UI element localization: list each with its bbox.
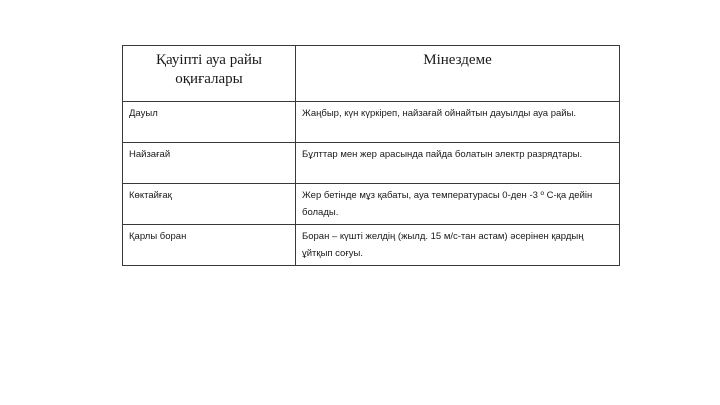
phenomenon-description: Бұлттар мен жер арасында пайда болатын электр разрядтары.: [296, 143, 620, 184]
phenomenon-name: Көктайғақ: [123, 184, 296, 225]
phenomenon-description: Боран – күшті желдің (жылд. 15 м/с-тан астам) әсерінен қардың ұйтқып соғуы.: [296, 225, 620, 266]
table-header-row: [123, 46, 620, 102]
column-header-description: Мінездеме: [296, 46, 620, 102]
table-row: [123, 102, 620, 143]
phenomenon-name: Найзағай: [123, 143, 296, 184]
table-row: [123, 225, 620, 266]
column-header-phenomena: Қауіпті ауа райы оқиғалары: [123, 46, 296, 102]
phenomenon-name: Қарлы боран: [123, 225, 296, 266]
phenomenon-name: Дауыл: [123, 102, 296, 143]
phenomenon-description: Жер бетінде мұз қабаты, ауа температурасы 0-ден -3 º С-қа дейін болады.: [296, 184, 620, 225]
phenomenon-description: Жаңбыр, күн күркіреп, найзағай ойнайтын дауылды ауа райы.: [296, 102, 620, 143]
table-row: [123, 143, 620, 184]
weather-phenomena-table: [122, 45, 620, 266]
table-row: [123, 184, 620, 225]
